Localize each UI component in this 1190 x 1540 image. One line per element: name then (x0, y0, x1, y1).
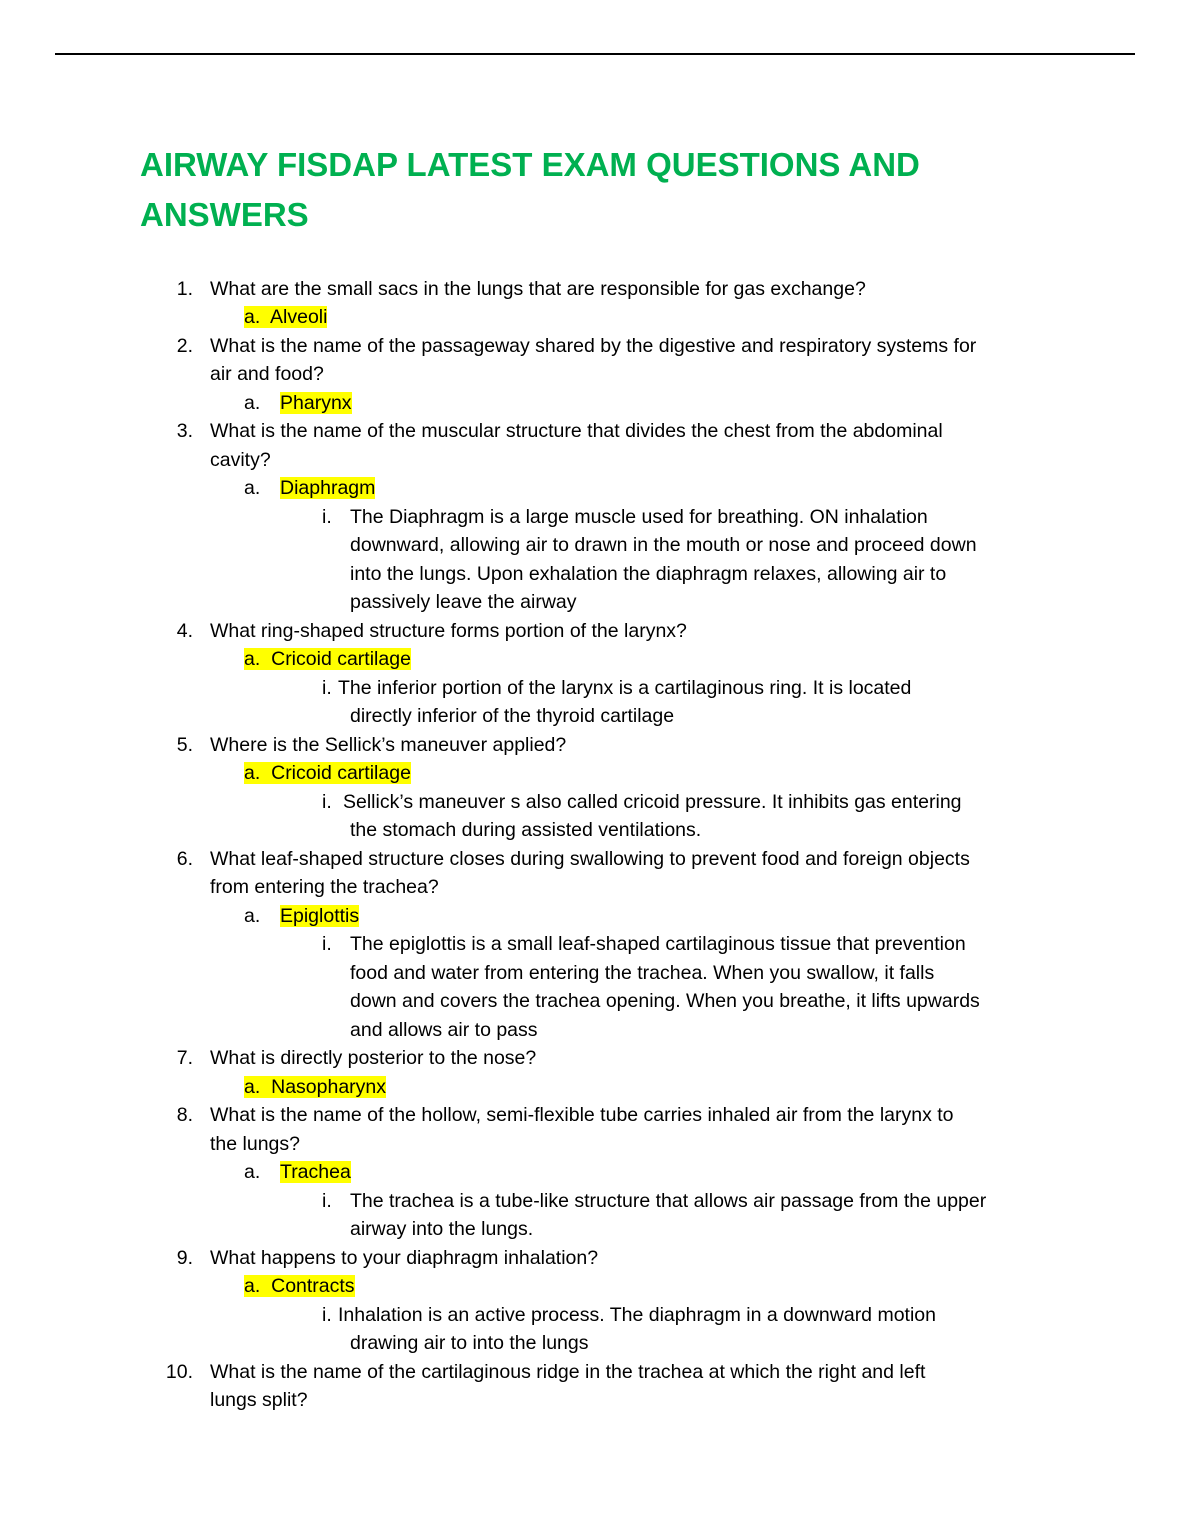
explanation-marker: i. (322, 1304, 332, 1326)
explanation-text: airway into the lungs. (350, 1218, 534, 1240)
question-text: lungs split? (210, 1389, 308, 1411)
explanation-text: passively leave the airway (350, 591, 577, 613)
answer-text: Cricoid cartilage (271, 648, 411, 670)
answer-highlight (244, 762, 411, 784)
answer-marker: a. (244, 1076, 261, 1098)
explanation-text: into the lungs. Upon exhalation the diaphragm relaxes, allowing air to (350, 563, 947, 585)
header-rule (55, 53, 1135, 55)
question-text: What is the name of the muscular structure that divides the chest from the abdominal (210, 420, 943, 442)
question-text: What leaf-shaped structure closes during swallowing to prevent food and foreign objects (210, 848, 970, 870)
answer-line (244, 1272, 355, 1300)
question-number: 10. (165, 1361, 193, 1383)
explanation-text: drawing air to into the lungs (350, 1332, 589, 1354)
answer-line (244, 303, 327, 331)
question-text: What happens to your diaphragm inhalation? (210, 1247, 599, 1269)
explanation-text: down and covers the trachea opening. When you breathe, it lifts upwards (350, 990, 980, 1012)
answer-text (280, 474, 375, 502)
question-number: 1. (176, 278, 193, 300)
question-number: 2. (176, 335, 193, 357)
explanation-text: downward, allowing air to drawn in the mouth or nose and proceed down (350, 534, 977, 556)
question-number: 8. (176, 1104, 193, 1126)
question-text: What is directly posterior to the nose? (210, 1047, 537, 1069)
answer-marker: a. (244, 905, 261, 927)
answer-text (280, 389, 352, 417)
question-number: 3. (176, 420, 193, 442)
answer-text: Cricoid cartilage (271, 762, 411, 784)
answer-line (244, 759, 411, 787)
explanation-text: and allows air to pass (350, 1019, 538, 1041)
explanation-marker: i. (322, 1190, 332, 1212)
question-number: 4. (176, 620, 193, 642)
explanation-text: Inhalation is an active process. The diaphragm in a downward motion (338, 1304, 936, 1326)
explanation-text: Sellick’s maneuver s also called cricoid pressure. It inhibits gas entering (343, 791, 962, 813)
answer-highlight (244, 648, 411, 670)
explanation-text: The Diaphragm is a large muscle used for breathing. ON inhalation (350, 506, 928, 528)
question-text: What ring-shaped structure forms portion of the larynx? (210, 620, 687, 642)
answer-marker: a. (244, 1275, 261, 1297)
question-text: the lungs? (210, 1133, 300, 1155)
question-number: 6. (176, 848, 193, 870)
answer-text (280, 1158, 351, 1186)
answer-marker: a. (244, 762, 261, 784)
explanation-text: The inferior portion of the larynx is a cartilaginous ring. It is located (338, 677, 912, 699)
explanation-marker: i. (322, 933, 332, 955)
question-text: from entering the trachea? (210, 876, 439, 898)
answer-highlight: Epiglottis (280, 905, 360, 927)
answer-highlight (244, 306, 327, 328)
answer-marker: a. (244, 392, 261, 414)
explanation-text: the stomach during assisted ventilations. (350, 819, 702, 841)
explanation-marker: i. (322, 791, 332, 813)
answer-highlight: Trachea (280, 1161, 351, 1183)
answer-marker: a. (244, 477, 261, 499)
answer-text (280, 902, 359, 930)
answer-highlight: Pharynx (280, 392, 352, 414)
question-text: Where is the Sellick’s maneuver applied? (210, 734, 567, 756)
question-number: 5. (176, 734, 193, 756)
answer-highlight (244, 1076, 386, 1098)
answer-line (244, 1073, 386, 1101)
answer-text: Contracts (271, 1275, 355, 1297)
question-text: What is the name of the passageway shared by the digestive and respiratory systems for (210, 335, 977, 357)
explanation-text: The trachea is a tube-like structure that allows air passage from the upper (350, 1190, 987, 1212)
question-text: air and food? (210, 363, 324, 385)
explanation-marker: i. (322, 506, 332, 528)
question-number: 7. (176, 1047, 193, 1069)
explanation-text: food and water from entering the trachea. When you swallow, it falls (350, 962, 935, 984)
question-text: cavity? (210, 449, 271, 471)
answer-marker: a. (244, 1161, 261, 1183)
answer-text: Nasopharynx (271, 1076, 387, 1098)
question-text: What is the name of the hollow, semi-flexible tube carries inhaled air from the larynx to (210, 1104, 954, 1126)
answer-line (244, 645, 411, 673)
explanation-text: directly inferior of the thyroid cartilage (350, 705, 675, 727)
question-number: 9. (176, 1247, 193, 1269)
answer-highlight (244, 1275, 355, 1297)
explanation-text: The epiglottis is a small leaf-shaped cartilaginous tissue that prevention (350, 933, 966, 955)
explanation-marker: i. (322, 677, 332, 699)
answer-highlight: Diaphragm (280, 477, 376, 499)
document-title: AIRWAY FISDAP LATEST EXAM QUESTIONS AND ANSWERS (140, 146, 920, 233)
question-text: What are the small sacs in the lungs that are responsible for gas exchange? (210, 278, 866, 300)
answer-text: Alveoli (270, 306, 328, 328)
question-text: What is the name of the cartilaginous ridge in the trachea at which the right and left (210, 1361, 926, 1383)
answer-marker: a. (244, 648, 261, 670)
answer-marker: a. (244, 306, 261, 328)
